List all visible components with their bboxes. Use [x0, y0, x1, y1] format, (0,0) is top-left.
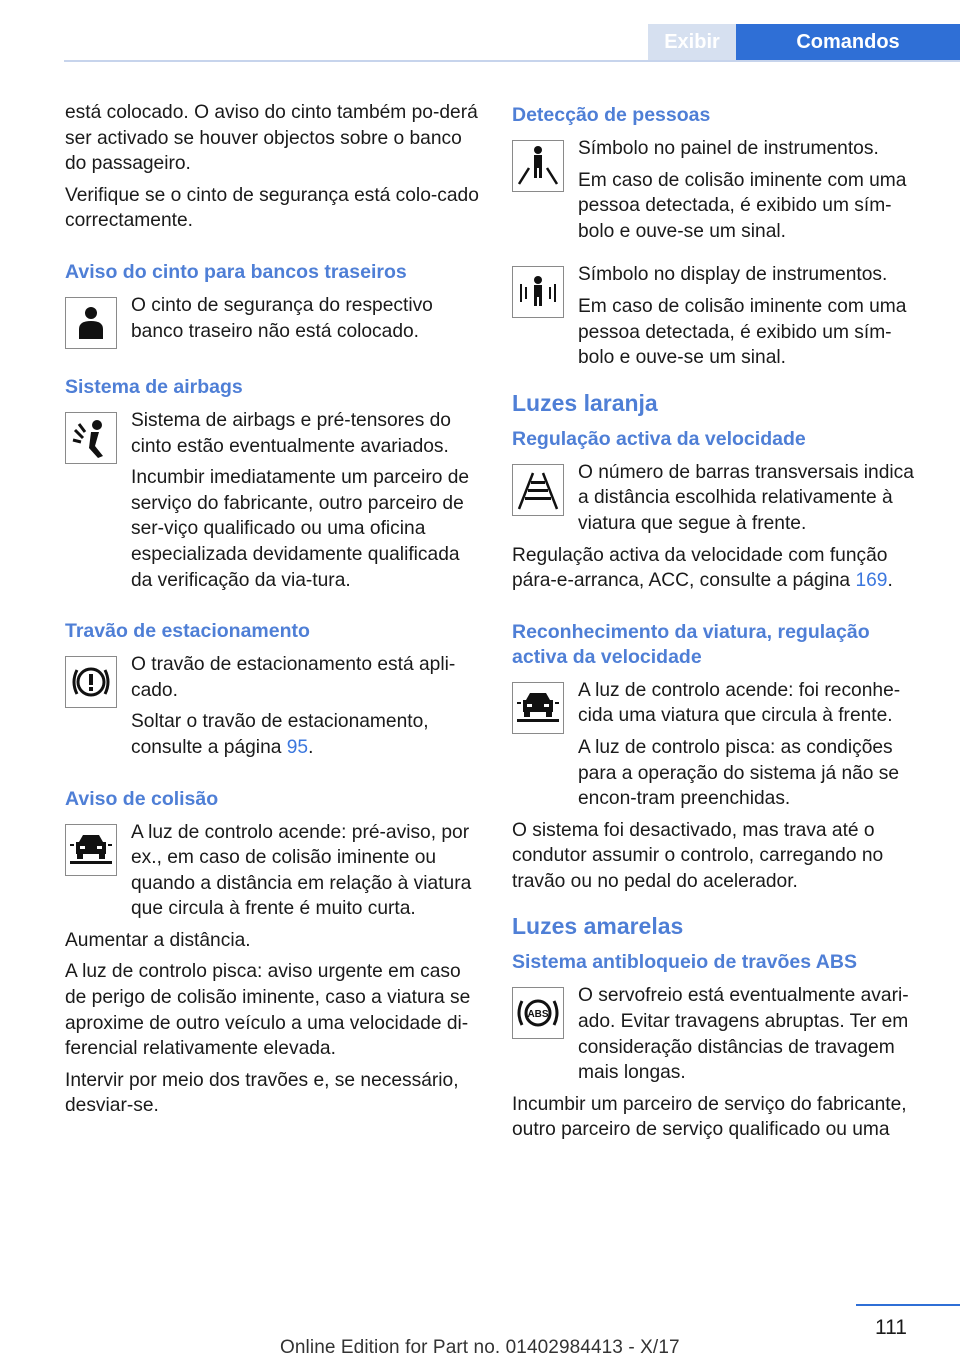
person-detection-text-2b: Em caso de colisão iminente com uma pessoa detectada, é exibido um sím-bolo e ouve-se um sinal. [578, 295, 907, 369]
heading-parking-brake: Travão de estacionamento [65, 620, 310, 643]
acc-item [512, 460, 926, 537]
car-warning-icon [65, 824, 117, 876]
collision-item [65, 820, 483, 922]
pedestrian-road-icon [512, 140, 564, 192]
right-column [512, 100, 926, 1149]
heading-orange-lights: Luzes laranja [512, 389, 658, 416]
person-detection-item-2 [512, 262, 926, 370]
heading-collision: Aviso de colisão [65, 787, 219, 810]
distance-bars-icon [512, 464, 564, 516]
rear-belt-item [65, 293, 483, 349]
left-column [65, 100, 483, 1125]
car-recognized-icon [512, 682, 564, 734]
page-header [0, 0, 960, 62]
heading-person-detection: Detecção de pessoas [512, 104, 711, 126]
edition-footer: Online Edition for Part no. 01402984413 - X/17 [280, 1337, 680, 1358]
heading-rear-belt: Aviso do cinto para bancos traseiros [65, 260, 407, 283]
parking-brake-text-2 [131, 709, 483, 760]
paragraph-belt-intro: está colocado. O aviso do cinto também po-derá ser activado se houver objectos sobre o banco do passageiro. [65, 102, 478, 175]
acc-text-2b: . [887, 570, 893, 592]
heading-abs: Sistema antibloqueio de travões ABS [512, 951, 857, 974]
person-detection-text-1b: Em caso de colisão iminente com uma pessoa detectada, é exibido um sím-bolo e ouve-se um sinal. [578, 169, 907, 242]
heading-airbags: Sistema de airbags [65, 375, 243, 398]
parking-brake-text-2b: . [308, 736, 314, 758]
person-detection-item-1 [512, 136, 926, 244]
abs-text-1: O servofreio está eventualmente avari-ado. Evitar travagens abruptas. Ter em consideração distâncias de travagem mais longas. [578, 985, 909, 1084]
acc-text-1: O número de barras transversais indica a distância escolhida relativamente à viatura que segue à frente. [578, 461, 914, 534]
paragraph-belt-verify: Verifique se o cinto de segurança está colo-cado correctamente. [65, 184, 479, 232]
recognition-item [512, 678, 926, 812]
footer-accent-line [856, 1304, 960, 1306]
parking-brake-text-1: O travão de estacionamento está apli-cado. [131, 654, 456, 701]
abs-icon-label: ABS [527, 1009, 549, 1021]
parking-brake-item [65, 652, 483, 760]
person-detection-text-2a: Símbolo no display de instrumentos. [578, 264, 888, 286]
pedestrian-signal-icon [512, 266, 564, 318]
airbag-item [65, 408, 483, 593]
collision-text-2: Aumentar a distância. [65, 929, 251, 951]
airbag-text-2: Incumbir imediatamente um parceiro de serviço do fabricante, outro parceiro de ser-viço qualificado ou uma oficina especializada devidamente qualificada da verificação da via-tura. [131, 467, 470, 591]
parking-brake-icon [65, 656, 117, 708]
abs-text-2: Incumbir um parceiro de serviço do fabricante, outro parceiro de serviço qualificado ou uma [512, 1093, 907, 1141]
recognition-text-2: A luz de controlo pisca: as condições para a operação do sistema já não se encon-tram preenchidas. [578, 736, 900, 810]
rear-belt-text: O cinto de segurança do respectivo banco traseiro não está colocado. [131, 294, 433, 342]
header-divider [64, 60, 960, 62]
tab-comandos[interactable]: Comandos [736, 24, 960, 61]
recognition-text-1: A luz de controlo acende: foi reconhe-cida uma viatura que circula à frente. [578, 679, 901, 727]
person-detection-text-1a: Símbolo no painel de instrumentos. [578, 138, 879, 159]
heading-vehicle-recognition: Reconhecimento da viatura, regulação activa da velocidade [512, 620, 870, 668]
abs-item [512, 983, 926, 1085]
page-link-95[interactable]: 95 [286, 736, 309, 758]
page-link-169[interactable]: 169 [855, 570, 888, 592]
acc-text-2 [512, 543, 926, 594]
collision-text-1: A luz de controlo acende: pré-aviso, por ex., em caso de colisão iminente ou quando a distância em relação à viatura que circula à frente é muito curta. [131, 821, 472, 920]
rear-belt-person-icon [65, 297, 117, 349]
collision-text-3: A luz de controlo pisca: aviso urgente em caso de perigo de colisão iminente, caso a viatura se aproxime de outro veículo a uma velocidade di-ferencial relativamente elevada. [65, 961, 471, 1060]
airbag-text-1: Sistema de airbags e pré-tensores do cinto estão eventualmente avariados. [131, 409, 451, 457]
parking-brake-text-2a: Soltar o travão de estacionamento, consulte a página [131, 711, 429, 758]
recognition-text-3: O sistema foi desactivado, mas trava até o condutor assumir o controlo, carregando no travão ou no pedal do acelerador. [512, 819, 884, 892]
collision-text-4: Intervir por meio dos travões e, se necessário, desviar-se. [65, 1069, 459, 1117]
tab-exibir[interactable]: Exibir [648, 24, 736, 61]
abs-icon [512, 987, 564, 1039]
airbag-icon [65, 412, 117, 464]
acc-text-2a: Regulação activa da velocidade com função pára-e-arranca, ACC, consulte a página [512, 544, 888, 592]
heading-acc: Regulação activa da velocidade [512, 427, 806, 450]
heading-yellow-lights: Luzes amarelas [512, 913, 684, 940]
page-number: 111 [875, 1316, 907, 1339]
